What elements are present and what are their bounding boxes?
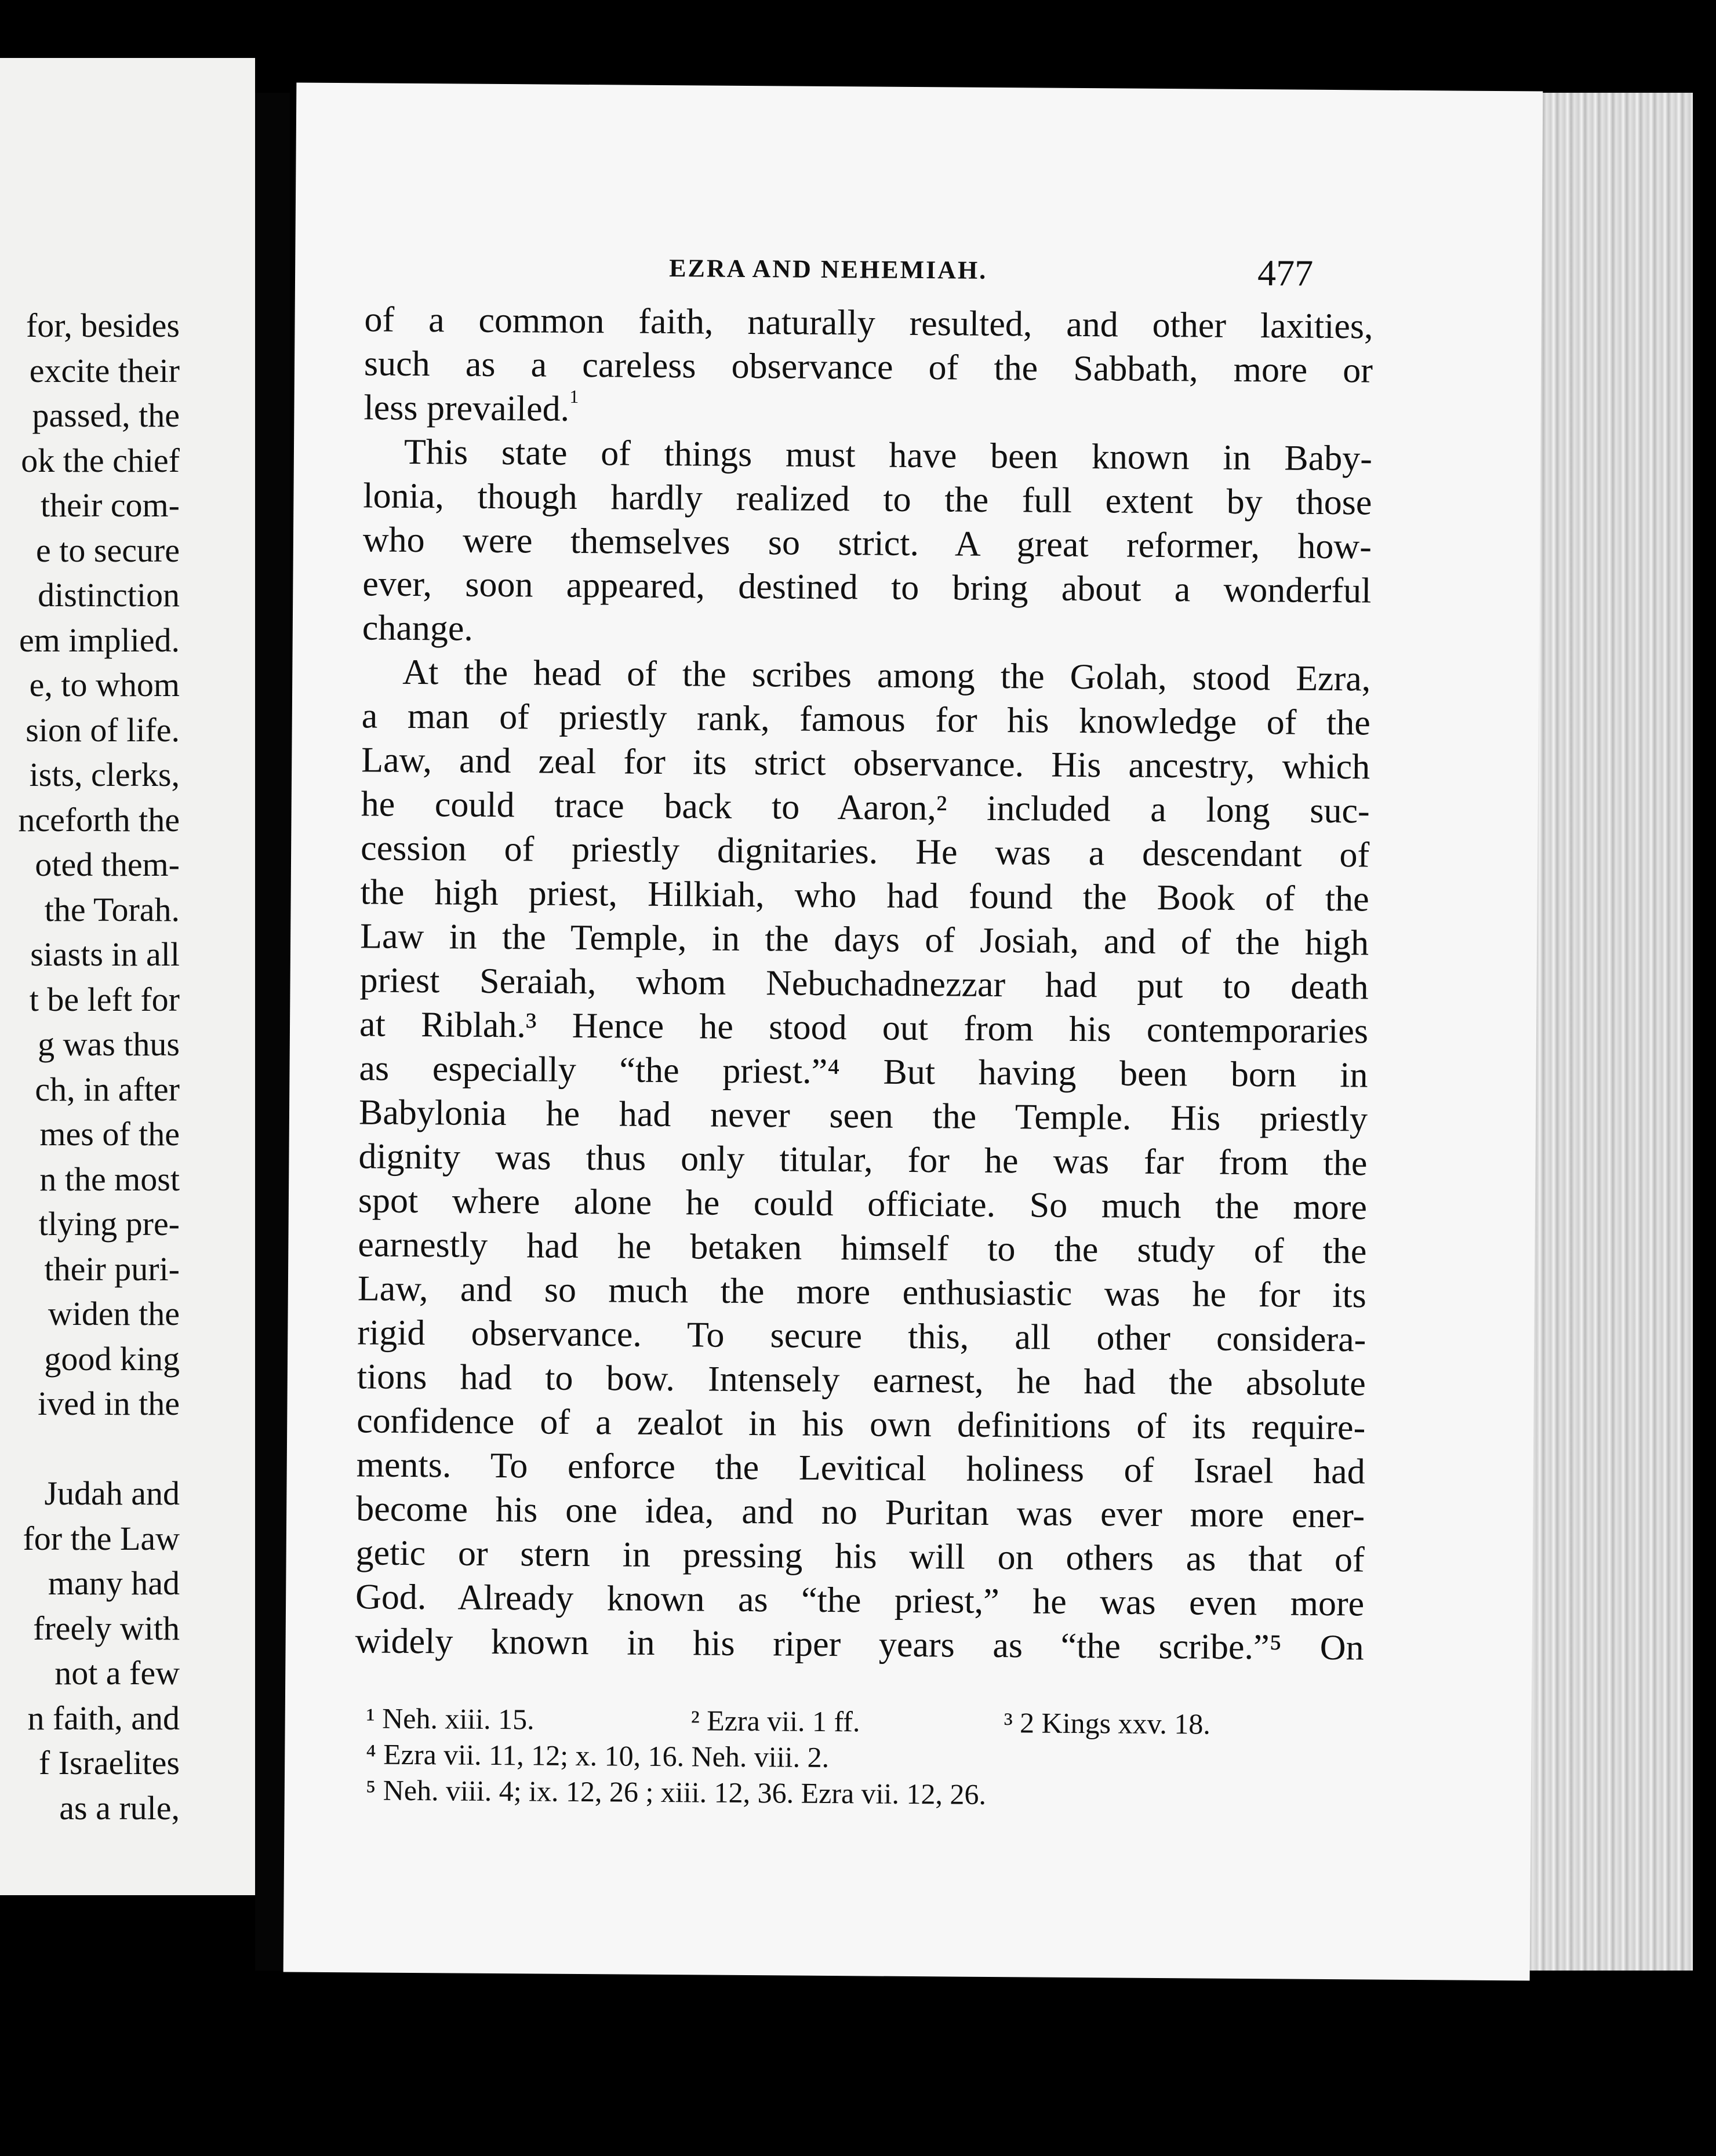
body-line: at Riblah.³ Hence he stood out from his contemporaries — [359, 1004, 1369, 1051]
facing-page-line: ists, clerks, — [29, 756, 180, 793]
facing-page-line: freely with — [33, 1609, 180, 1647]
facing-page-line: widen the — [48, 1295, 180, 1332]
body-line: ever, soon appeared, destined to bring about a wonderful — [362, 564, 1372, 611]
body-text — [355, 297, 1373, 1670]
facing-page-line: t be left for — [29, 980, 180, 1018]
body-line: as especially “the priest.”⁴ But having been born in — [359, 1048, 1368, 1095]
facing-page-line: e, to whom — [29, 666, 180, 704]
facing-page-line: mes of the — [39, 1115, 180, 1153]
body-line: spot where alone he could officiate. So much the more — [358, 1181, 1368, 1228]
footnote-entry: ² Ezra vii. 1 ff. — [690, 1704, 860, 1738]
facing-page-line: em implied. — [19, 621, 180, 659]
facing-page-line: excite their — [29, 351, 180, 389]
facing-page-line: not a few — [54, 1654, 180, 1692]
body-line: God. Already known as “the priest,” he was even more — [355, 1577, 1365, 1624]
footnote-entry: ⁴ Ezra vii. 11, 12; x. 10, 16. Neh. viii. 2. — [366, 1738, 830, 1774]
facing-page-line: the Torah. — [44, 890, 180, 928]
page-edges — [1519, 93, 1693, 1971]
facing-page-line: e to secure — [36, 531, 180, 569]
facing-page-fragment — [0, 58, 255, 1895]
body-line: ments. To enforce the Levitical holiness of Israel had — [356, 1445, 1365, 1492]
footnote — [366, 1736, 1351, 1779]
body-line: the high priest, Hilkiah, who had found the Book of the — [360, 872, 1369, 919]
facing-page-line: f Israelites — [38, 1744, 180, 1782]
facing-page-line: many had — [48, 1564, 180, 1602]
body-line: lonia, though hardly realized to the full extent by those — [363, 476, 1372, 523]
facing-page-line: good king — [44, 1339, 180, 1378]
footnote-ref: 1 — [569, 385, 579, 407]
facing-page-line: for the Law — [23, 1519, 180, 1557]
facing-page-line: ch, in after — [35, 1070, 180, 1108]
body-line: Babylonia he had never seen the Temple. His priestly — [358, 1092, 1368, 1139]
body-line: tions had to bow. Intensely earnest, he had the absolute — [357, 1357, 1366, 1404]
body-line: change. — [362, 608, 474, 649]
body-line: Law in the Temple, in the days of Josiah, and of the high — [359, 916, 1369, 963]
body-line: earnestly had he betaken himself to the study of the — [358, 1225, 1367, 1272]
footnotes — [366, 1700, 1352, 1815]
body-line: cession of priestly dignitaries. He was a descendant of — [360, 828, 1370, 875]
book-page — [283, 83, 1543, 1981]
facing-page-line: n the most — [39, 1160, 180, 1198]
body-line: getic or stern in pressing his will on others as that of — [355, 1533, 1365, 1580]
body-line: dignity was thus only titular, for he was far from the — [358, 1137, 1368, 1183]
facing-page-line: nceforth the — [18, 800, 180, 839]
body-line: he could trace back to Aaron,² included a long suc- — [361, 784, 1370, 831]
facing-page-line: sion of life. — [26, 711, 180, 749]
footnote-entry: ³ 2 Kings xxv. 18. — [1004, 1706, 1211, 1740]
facing-page-line: their com- — [41, 486, 180, 524]
body-line: widely known in his riper years as “the scribe.”⁵ On — [355, 1621, 1364, 1668]
page-number: 477 — [1257, 252, 1314, 294]
body-line: Law, and zeal for its strict observance. His ancestry, which — [361, 740, 1370, 787]
footnote — [366, 1700, 1351, 1743]
facing-page-line: Judah and — [44, 1474, 180, 1512]
facing-page-line: as a rule, — [59, 1789, 180, 1827]
facing-page-line: passed, the — [32, 396, 180, 434]
body-line: priest Seraiah, whom Nebuchadnezzar had put to death — [359, 960, 1369, 1007]
body-line: who were themselves so strict. A great reformer, how- — [362, 520, 1372, 567]
body-line: a man of priestly rank, famous for his knowledge of the — [361, 696, 1370, 743]
footnote — [366, 1772, 1351, 1815]
body-line: rigid observance. To secure this, all other considera- — [357, 1313, 1366, 1360]
body-line: At the head of the scribes among the Golah, stood Ezra, — [402, 652, 1371, 699]
body-line: Law, and so much the more enthusiastic was he for its — [357, 1269, 1367, 1316]
body-line: of a common faith, naturally resulted, and other laxities, — [364, 300, 1373, 347]
body-line: such as a careless observance of the Sabbath, more or — [363, 344, 1373, 391]
facing-page-line: for, besides — [26, 307, 180, 344]
body-line: This state of things must have been known in Baby- — [403, 432, 1373, 479]
body-line: confidence of a zealot in his own definitions of its require- — [357, 1401, 1366, 1448]
footnote-entry: ¹ Neh. xiii. 15. — [366, 1702, 535, 1736]
body-line: become his one idea, and no Puritan was ever more ener- — [355, 1489, 1365, 1536]
running-head: EZRA AND NEHEMIAH. — [669, 254, 988, 285]
facing-page-line: distinction — [38, 576, 180, 614]
facing-page-line: oted them- — [35, 846, 180, 883]
body-line: less prevailed.$^1$ — [363, 385, 579, 429]
facing-page-line: g was thus — [38, 1025, 180, 1063]
facing-page-line: tlying pre- — [38, 1205, 180, 1243]
footnote-entry: ⁵ Neh. viii. 4; ix. 12, 26 ; xiii. 12, 36. Ezra vii. 12, 26. — [365, 1773, 987, 1811]
facing-page-line: ok the chief — [21, 441, 180, 479]
book-gutter — [255, 93, 290, 1971]
facing-page-line: their puri- — [44, 1250, 180, 1288]
facing-page-line: siasts in all — [30, 935, 180, 973]
facing-page-line: n faith, and — [27, 1699, 180, 1737]
facing-page-line: ived in the — [38, 1385, 180, 1422]
